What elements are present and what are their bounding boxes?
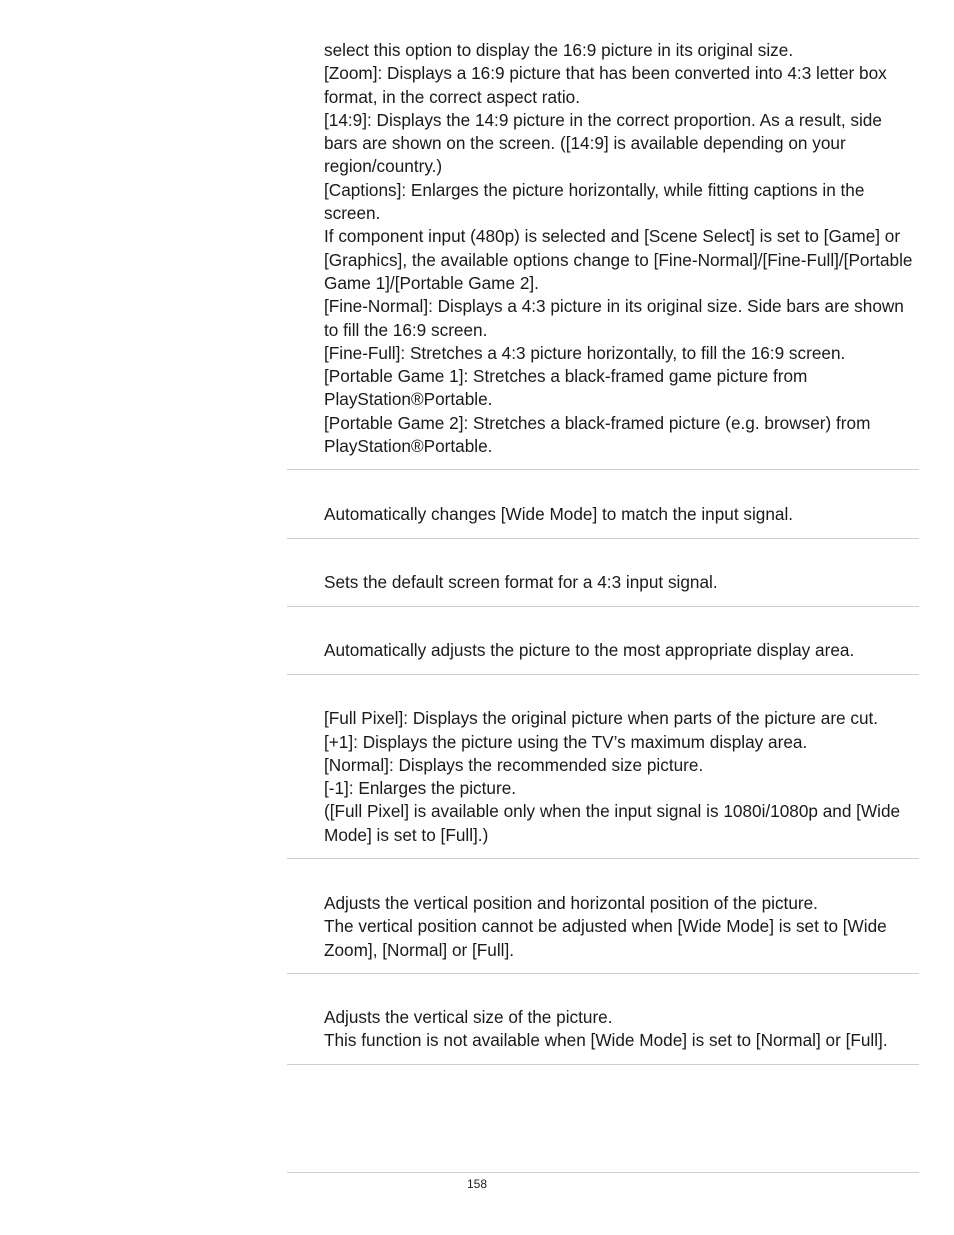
paragraph-line: If component input (480p) is selected and [Scene Select] is set to [Game] or [Graphics], the available options change to [Fine-Normal]/[Fine-Full]/[Portable Game 1]/[Portable Game 2].: [324, 226, 913, 293]
auto-wide-section: [287, 470, 919, 538]
paragraph-line: The vertical position cannot be adjusted when [Wide Mode] is set to [Wide Zoom], [Normal] or [Full].: [324, 916, 887, 960]
paragraph-line: [Captions]: Enlarges the picture horizontally, while fitting captions in the screen.: [324, 179, 865, 224]
paragraph-line: Automatically adjusts the picture to the most appropriate display area.: [324, 639, 855, 660]
paragraph-line: Adjusts the vertical position and horizontal position of the picture.: [324, 893, 818, 914]
paragraph-line: [-1]: Enlarges the picture.: [324, 778, 517, 799]
auto-display-area-section: [287, 607, 919, 675]
paragraph-line: [Portable Game 2]: Stretches a black-framed picture (e.g. browser) from PlayStation®Portable.: [324, 412, 871, 457]
section-text: [287, 607, 919, 674]
paragraph-line: [14:9]: Displays the 14:9 picture in the correct proportion. As a result, side bars are shown on the screen. ([14:9] is available depending on your region/country.): [324, 109, 882, 177]
section-text: [287, 675, 919, 858]
paragraph-line: [Normal]: Displays the recommended size picture.: [324, 754, 704, 775]
paragraph-line: Automatically changes [Wide Mode] to match the input signal.: [324, 504, 794, 525]
section-text: [287, 39, 919, 469]
paragraph-line: Sets the default screen format for a 4:3 input signal.: [324, 571, 718, 592]
section-text: [287, 470, 919, 537]
wide-mode-options-section: [287, 39, 919, 470]
paragraph-line: Adjusts the vertical size of the picture.: [324, 1006, 613, 1027]
position-section: [287, 859, 919, 974]
paragraph-line: ([Full Pixel] is available only when the input signal is 1080i/1080p and [Wide Mode] is set to [Full].): [324, 801, 901, 845]
footer-divider: [287, 1172, 919, 1173]
section-text: [287, 859, 919, 973]
page-number: 158: [466, 1177, 488, 1191]
paragraph-line: [Fine-Full]: Stretches a 4:3 picture horizontally, to fill the 16:9 screen.: [324, 342, 846, 363]
paragraph-line: [Zoom]: Displays a 16:9 picture that has been converted into 4:3 letter box format, in the correct aspect ratio.: [324, 63, 887, 107]
document-body: [287, 39, 919, 1065]
paragraph-line: This function is not available when [Wide Mode] is set to [Normal] or [Full].: [324, 1030, 888, 1051]
four-three-default-section: [287, 539, 919, 607]
paragraph-line: select this option to display the 16:9 picture in its original size.: [324, 40, 794, 60]
paragraph-line: [+1]: Displays the picture using the TV’s maximum display area.: [324, 731, 808, 752]
vertical-size-section: [287, 974, 919, 1065]
section-text: [287, 539, 919, 606]
paragraph-line: [Fine-Normal]: Displays a 4:3 picture in its original size. Side bars are shown to fill the 16:9 screen.: [324, 296, 904, 340]
paragraph-line: [Portable Game 1]: Stretches a black-framed game picture from PlayStation®Portable.: [324, 366, 808, 410]
paragraph-line: [Full Pixel]: Displays the original picture when parts of the picture are cut.: [324, 708, 879, 729]
section-text: [287, 974, 919, 1064]
display-area-section: [287, 675, 919, 859]
